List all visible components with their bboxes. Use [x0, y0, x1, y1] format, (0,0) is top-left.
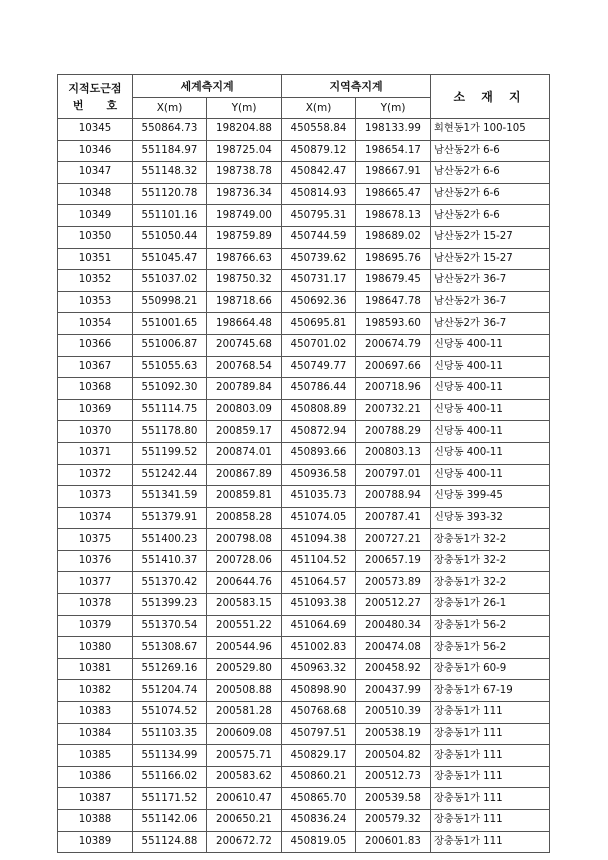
world-x-cell: 550864.73: [133, 119, 207, 141]
point-number-cell: 10379: [58, 615, 133, 637]
survey-sheet: [57, 74, 549, 853]
local-y-cell: 198593.60: [356, 313, 431, 335]
location-cell: 장충동1가 56-2: [431, 637, 550, 659]
world-y-cell: 200575.71: [207, 745, 282, 767]
location-cell: 장충동1가 111: [431, 788, 550, 810]
local-y-cell: 200674.79: [356, 334, 431, 356]
world-y-cell: 198718.66: [207, 291, 282, 313]
table-row: [58, 766, 550, 788]
world-x-cell: 551184.97: [133, 140, 207, 162]
local-x-cell: 450872.94: [282, 421, 356, 443]
world-x-cell: 551124.88: [133, 831, 207, 853]
table-row: [58, 313, 550, 335]
world-x-cell: 551410.37: [133, 550, 207, 572]
local-y-cell: 198689.02: [356, 226, 431, 248]
local-y-cell: 200437.99: [356, 680, 431, 702]
world-x-cell: 551379.91: [133, 507, 207, 529]
world-y-cell: 198725.04: [207, 140, 282, 162]
table-row: [58, 248, 550, 270]
local-x-cell: 450695.81: [282, 313, 356, 335]
world-y-cell: 198664.48: [207, 313, 282, 335]
location-cell: 신당동 399-45: [431, 486, 550, 508]
location-cell: 남산동2가 36-7: [431, 313, 550, 335]
world-y-cell: 198759.89: [207, 226, 282, 248]
world-x-cell: 551148.32: [133, 162, 207, 184]
local-y-cell: 200538.19: [356, 723, 431, 745]
location-cell: 남산동2가 15-27: [431, 226, 550, 248]
location-cell: 남산동2가 6-6: [431, 140, 550, 162]
table-row: [58, 529, 550, 551]
point-number-cell: 10353: [58, 291, 133, 313]
location-cell: 남산동2가 36-7: [431, 270, 550, 292]
table-row: [58, 658, 550, 680]
local-x-cell: 450692.36: [282, 291, 356, 313]
point-number-cell: 10351: [58, 248, 133, 270]
world-y-cell: 198766.63: [207, 248, 282, 270]
point-number-cell: 10349: [58, 205, 133, 227]
local-y-cell: 200512.27: [356, 594, 431, 616]
point-number-cell: 10348: [58, 183, 133, 205]
table-row: [58, 140, 550, 162]
local-x-cell: 450819.05: [282, 831, 356, 853]
table-row: [58, 702, 550, 724]
location-cell: 장충동1가 111: [431, 766, 550, 788]
local-y-cell: 200601.83: [356, 831, 431, 853]
local-x-cell: 450731.17: [282, 270, 356, 292]
point-number-cell: 10368: [58, 378, 133, 400]
table-row: [58, 831, 550, 853]
point-number-cell: 10374: [58, 507, 133, 529]
world-y-cell: 200789.84: [207, 378, 282, 400]
location-cell: 신당동 400-11: [431, 442, 550, 464]
world-y-cell: 200583.62: [207, 766, 282, 788]
local-y-cell: 200727.21: [356, 529, 431, 551]
world-y-cell: 200529.80: [207, 658, 282, 680]
point-number-cell: 10367: [58, 356, 133, 378]
location-cell: 장충동1가 32-2: [431, 529, 550, 551]
local-x-cell: 450558.84: [282, 119, 356, 141]
table-row: [58, 594, 550, 616]
local-x-cell: 450768.68: [282, 702, 356, 724]
world-x-cell: 551142.06: [133, 810, 207, 832]
local-y-cell: 200504.82: [356, 745, 431, 767]
world-x-cell: 551006.87: [133, 334, 207, 356]
local-y-cell: 200718.96: [356, 378, 431, 400]
world-y-cell: 200544.96: [207, 637, 282, 659]
local-x-cell: 451104.52: [282, 550, 356, 572]
local-y-cell: 200510.39: [356, 702, 431, 724]
local-x-cell: 451064.57: [282, 572, 356, 594]
point-number-cell: 10382: [58, 680, 133, 702]
point-number-label-line1: 지적도근점: [68, 81, 122, 95]
world-y-cell: 200581.28: [207, 702, 282, 724]
world-x-cell: 551370.42: [133, 572, 207, 594]
world-y-cell: 200644.76: [207, 572, 282, 594]
column-header-location: 소 재 지: [431, 75, 550, 119]
world-y-cell: 198750.32: [207, 270, 282, 292]
point-number-cell: 10375: [58, 529, 133, 551]
world-y-cell: 200858.28: [207, 507, 282, 529]
world-x-cell: 551178.80: [133, 421, 207, 443]
table-row: [58, 291, 550, 313]
location-cell: 남산동2가 6-6: [431, 205, 550, 227]
location-cell: 장충동1가 111: [431, 723, 550, 745]
world-x-cell: 551114.75: [133, 399, 207, 421]
world-x-cell: 551045.47: [133, 248, 207, 270]
table-row: [58, 119, 550, 141]
local-y-cell: 200458.92: [356, 658, 431, 680]
local-x-cell: 451064.69: [282, 615, 356, 637]
table-row: [58, 680, 550, 702]
point-number-cell: 10386: [58, 766, 133, 788]
point-number-cell: 10388: [58, 810, 133, 832]
world-x-cell: 551171.52: [133, 788, 207, 810]
local-x-cell: 450860.21: [282, 766, 356, 788]
world-y-cell: 200610.47: [207, 788, 282, 810]
local-y-cell: 200788.29: [356, 421, 431, 443]
local-y-cell: 198667.91: [356, 162, 431, 184]
world-y-cell: 200551.22: [207, 615, 282, 637]
location-cell: 장충동1가 111: [431, 745, 550, 767]
local-y-cell: 198654.17: [356, 140, 431, 162]
world-x-cell: 551092.30: [133, 378, 207, 400]
table-row: [58, 615, 550, 637]
local-x-cell: 451094.38: [282, 529, 356, 551]
local-x-cell: 450936.58: [282, 464, 356, 486]
point-number-cell: 10366: [58, 334, 133, 356]
table-row: [58, 464, 550, 486]
world-y-cell: 198736.34: [207, 183, 282, 205]
local-y-cell: 200539.58: [356, 788, 431, 810]
world-x-cell: 551103.35: [133, 723, 207, 745]
location-cell: 장충동1가 111: [431, 810, 550, 832]
world-x-cell: 551037.02: [133, 270, 207, 292]
world-x-cell: 551370.54: [133, 615, 207, 637]
point-number-cell: 10354: [58, 313, 133, 335]
point-number-cell: 10369: [58, 399, 133, 421]
local-x-cell: 450898.90: [282, 680, 356, 702]
world-y-cell: 200859.17: [207, 421, 282, 443]
point-number-cell: 10376: [58, 550, 133, 572]
world-y-cell: 200859.81: [207, 486, 282, 508]
local-y-cell: 198678.13: [356, 205, 431, 227]
local-y-cell: 200657.19: [356, 550, 431, 572]
local-y-cell: 198647.78: [356, 291, 431, 313]
location-cell: 장충동1가 67-19: [431, 680, 550, 702]
table-row: [58, 486, 550, 508]
world-x-cell: 551120.78: [133, 183, 207, 205]
table-row: [58, 810, 550, 832]
location-cell: 신당동 400-11: [431, 464, 550, 486]
local-y-cell: 200480.34: [356, 615, 431, 637]
world-y-cell: 200583.15: [207, 594, 282, 616]
table-row: [58, 745, 550, 767]
local-x-cell: 450829.17: [282, 745, 356, 767]
location-cell: 장충동1가 32-2: [431, 572, 550, 594]
world-x-cell: 551399.23: [133, 594, 207, 616]
point-number-cell: 10350: [58, 226, 133, 248]
world-y-cell: 198204.88: [207, 119, 282, 141]
table-row: [58, 356, 550, 378]
table-row: [58, 723, 550, 745]
point-number-cell: 10377: [58, 572, 133, 594]
world-x-cell: 551055.63: [133, 356, 207, 378]
location-cell: 신당동 400-11: [431, 334, 550, 356]
table-row: [58, 788, 550, 810]
location-cell: 회현동1가 100-105: [431, 119, 550, 141]
table-row: [58, 421, 550, 443]
table-row: [58, 162, 550, 184]
local-x-cell: 450963.32: [282, 658, 356, 680]
world-y-cell: 200508.88: [207, 680, 282, 702]
control-point-table: [57, 74, 550, 853]
location-cell: 남산동2가 6-6: [431, 162, 550, 184]
local-x-cell: 450739.62: [282, 248, 356, 270]
local-x-cell: 450786.44: [282, 378, 356, 400]
local-x-cell: 450808.89: [282, 399, 356, 421]
local-y-cell: 200697.66: [356, 356, 431, 378]
local-x-cell: 450814.93: [282, 183, 356, 205]
location-cell: 신당동 400-11: [431, 356, 550, 378]
local-y-cell: 198695.76: [356, 248, 431, 270]
local-x-cell: 450836.24: [282, 810, 356, 832]
local-y-cell: 200573.89: [356, 572, 431, 594]
point-number-cell: 10347: [58, 162, 133, 184]
world-x-cell: 550998.21: [133, 291, 207, 313]
point-number-cell: 10345: [58, 119, 133, 141]
location-cell: 신당동 393-32: [431, 507, 550, 529]
local-y-cell: 200512.73: [356, 766, 431, 788]
location-cell: 신당동 400-11: [431, 421, 550, 443]
local-y-cell: 200788.94: [356, 486, 431, 508]
local-y-cell: 198133.99: [356, 119, 431, 141]
world-y-cell: 200672.72: [207, 831, 282, 853]
point-number-cell: 10384: [58, 723, 133, 745]
world-x-cell: 551134.99: [133, 745, 207, 767]
local-x-cell: 451074.05: [282, 507, 356, 529]
location-cell: 신당동 400-11: [431, 378, 550, 400]
world-x-cell: 551001.65: [133, 313, 207, 335]
local-y-cell: 200803.13: [356, 442, 431, 464]
column-header-local-geodetic: 지역측지계: [282, 75, 431, 98]
location-cell: 남산동2가 15-27: [431, 248, 550, 270]
world-x-cell: 551166.02: [133, 766, 207, 788]
local-x-cell: 450744.59: [282, 226, 356, 248]
local-x-cell: 450749.77: [282, 356, 356, 378]
world-y-cell: 200650.21: [207, 810, 282, 832]
world-x-cell: 551242.44: [133, 464, 207, 486]
location-cell: 신당동 400-11: [431, 399, 550, 421]
point-number-cell: 10389: [58, 831, 133, 853]
table-row: [58, 378, 550, 400]
column-header-world-x: X(m): [133, 98, 207, 119]
table-row: [58, 507, 550, 529]
column-header-world-geodetic: 세계측지계: [133, 75, 282, 98]
local-x-cell: 450795.31: [282, 205, 356, 227]
table-body: [58, 119, 550, 853]
local-x-cell: 450879.12: [282, 140, 356, 162]
table-row: [58, 572, 550, 594]
point-number-cell: 10370: [58, 421, 133, 443]
world-x-cell: 551074.52: [133, 702, 207, 724]
location-cell: 남산동2가 6-6: [431, 183, 550, 205]
world-y-cell: 200867.89: [207, 464, 282, 486]
table-row: [58, 637, 550, 659]
location-cell: 장충동1가 56-2: [431, 615, 550, 637]
location-cell: 장충동1가 111: [431, 702, 550, 724]
local-y-cell: 200797.01: [356, 464, 431, 486]
world-y-cell: 200745.68: [207, 334, 282, 356]
local-y-cell: 200579.32: [356, 810, 431, 832]
world-y-cell: 198749.00: [207, 205, 282, 227]
world-y-cell: 200874.01: [207, 442, 282, 464]
table-row: [58, 226, 550, 248]
world-x-cell: 551050.44: [133, 226, 207, 248]
local-x-cell: 451093.38: [282, 594, 356, 616]
local-y-cell: 200732.21: [356, 399, 431, 421]
local-x-cell: 450865.70: [282, 788, 356, 810]
world-y-cell: 198738.78: [207, 162, 282, 184]
world-x-cell: 551400.23: [133, 529, 207, 551]
local-y-cell: 200787.41: [356, 507, 431, 529]
world-y-cell: 200609.08: [207, 723, 282, 745]
world-x-cell: 551199.52: [133, 442, 207, 464]
local-x-cell: 451002.83: [282, 637, 356, 659]
table-row: [58, 183, 550, 205]
location-cell: 장충동1가 32-2: [431, 550, 550, 572]
table-row: [58, 334, 550, 356]
point-number-cell: 10352: [58, 270, 133, 292]
point-number-cell: 10383: [58, 702, 133, 724]
local-x-cell: 450797.51: [282, 723, 356, 745]
world-x-cell: 551308.67: [133, 637, 207, 659]
location-cell: 장충동1가 111: [431, 831, 550, 853]
point-number-label-line2: 번 호: [72, 98, 118, 112]
local-x-cell: 451035.73: [282, 486, 356, 508]
point-number-cell: 10373: [58, 486, 133, 508]
table-row: [58, 550, 550, 572]
point-number-cell: 10381: [58, 658, 133, 680]
table-row: [58, 442, 550, 464]
location-cell: 장충동1가 26-1: [431, 594, 550, 616]
world-y-cell: 200728.06: [207, 550, 282, 572]
table-row: [58, 399, 550, 421]
point-number-cell: 10378: [58, 594, 133, 616]
world-y-cell: 200798.08: [207, 529, 282, 551]
local-y-cell: 198679.45: [356, 270, 431, 292]
table-header: [58, 75, 550, 119]
location-cell: 장충동1가 60-9: [431, 658, 550, 680]
point-number-cell: 10346: [58, 140, 133, 162]
world-x-cell: 551101.16: [133, 205, 207, 227]
local-y-cell: 198665.47: [356, 183, 431, 205]
table-row: [58, 205, 550, 227]
world-y-cell: 200803.09: [207, 399, 282, 421]
table-row: [58, 270, 550, 292]
world-x-cell: 551204.74: [133, 680, 207, 702]
world-y-cell: 200768.54: [207, 356, 282, 378]
column-header-world-y: Y(m): [207, 98, 282, 119]
point-number-cell: 10371: [58, 442, 133, 464]
point-number-cell: 10380: [58, 637, 133, 659]
point-number-cell: 10387: [58, 788, 133, 810]
local-x-cell: 450893.66: [282, 442, 356, 464]
column-header-local-x: X(m): [282, 98, 356, 119]
point-number-cell: 10385: [58, 745, 133, 767]
point-number-cell: 10372: [58, 464, 133, 486]
location-cell: 남산동2가 36-7: [431, 291, 550, 313]
column-header-point-number: [58, 75, 133, 119]
column-header-local-y: Y(m): [356, 98, 431, 119]
local-y-cell: 200474.08: [356, 637, 431, 659]
world-x-cell: 551341.59: [133, 486, 207, 508]
local-x-cell: 450842.47: [282, 162, 356, 184]
world-x-cell: 551269.16: [133, 658, 207, 680]
local-x-cell: 450701.02: [282, 334, 356, 356]
